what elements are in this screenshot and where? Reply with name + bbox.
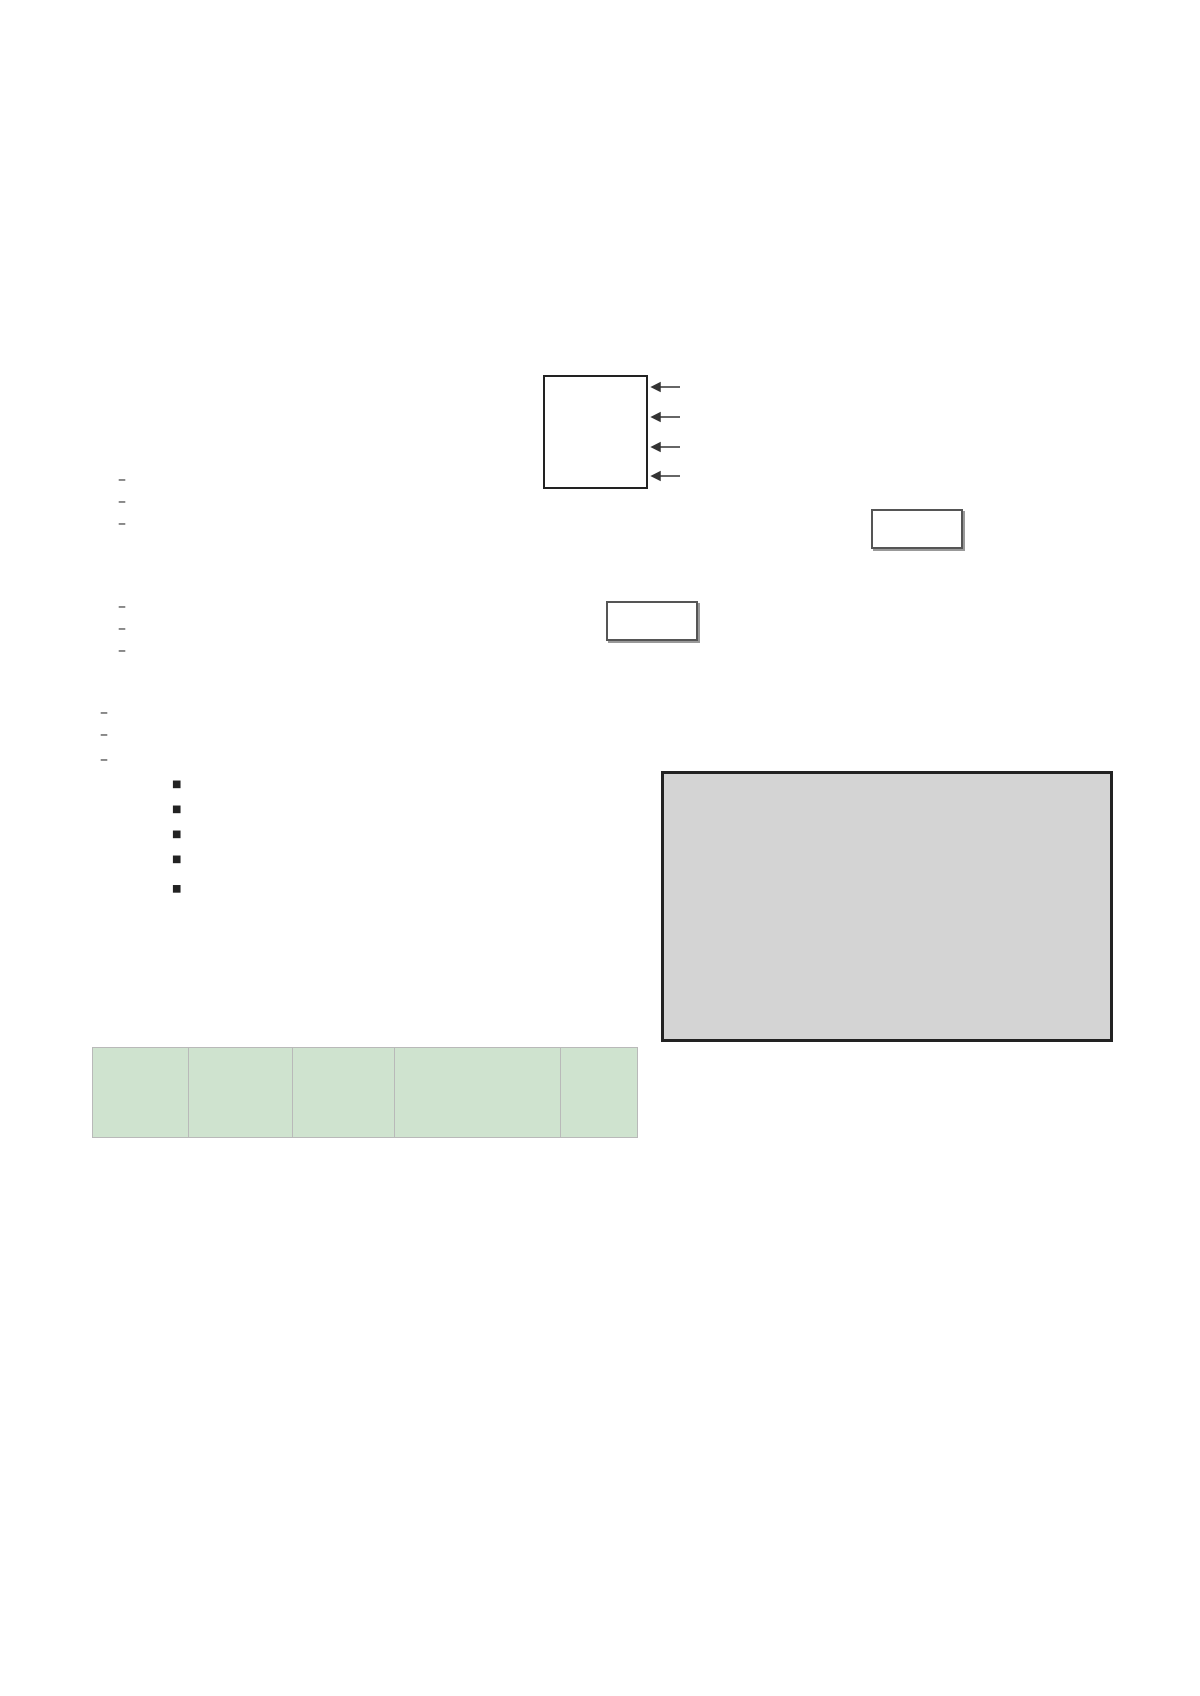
groups-bullets: – – – [118,596,147,659]
periodic-grid-diagram [700,505,1145,725]
header-orbitals-sublevel [188,1048,292,1138]
color-periodic-table [661,771,1113,1042]
element-tile-oxygen [543,375,648,489]
electron-config-table [92,1047,638,1138]
element-arrows [650,375,790,490]
periods-label-box [606,601,698,641]
header-max-electrons [395,1048,561,1138]
blocks-bullets: – – – [100,702,129,768]
blocks-sublist: ■ ■ ■ ■ ■ [172,779,182,895]
periods-bullets: – – – [118,469,147,532]
header-total-electrons [561,1048,638,1138]
header-num-orbitals [292,1048,395,1138]
table-header-row [93,1048,638,1138]
header-energy-level [93,1048,189,1138]
